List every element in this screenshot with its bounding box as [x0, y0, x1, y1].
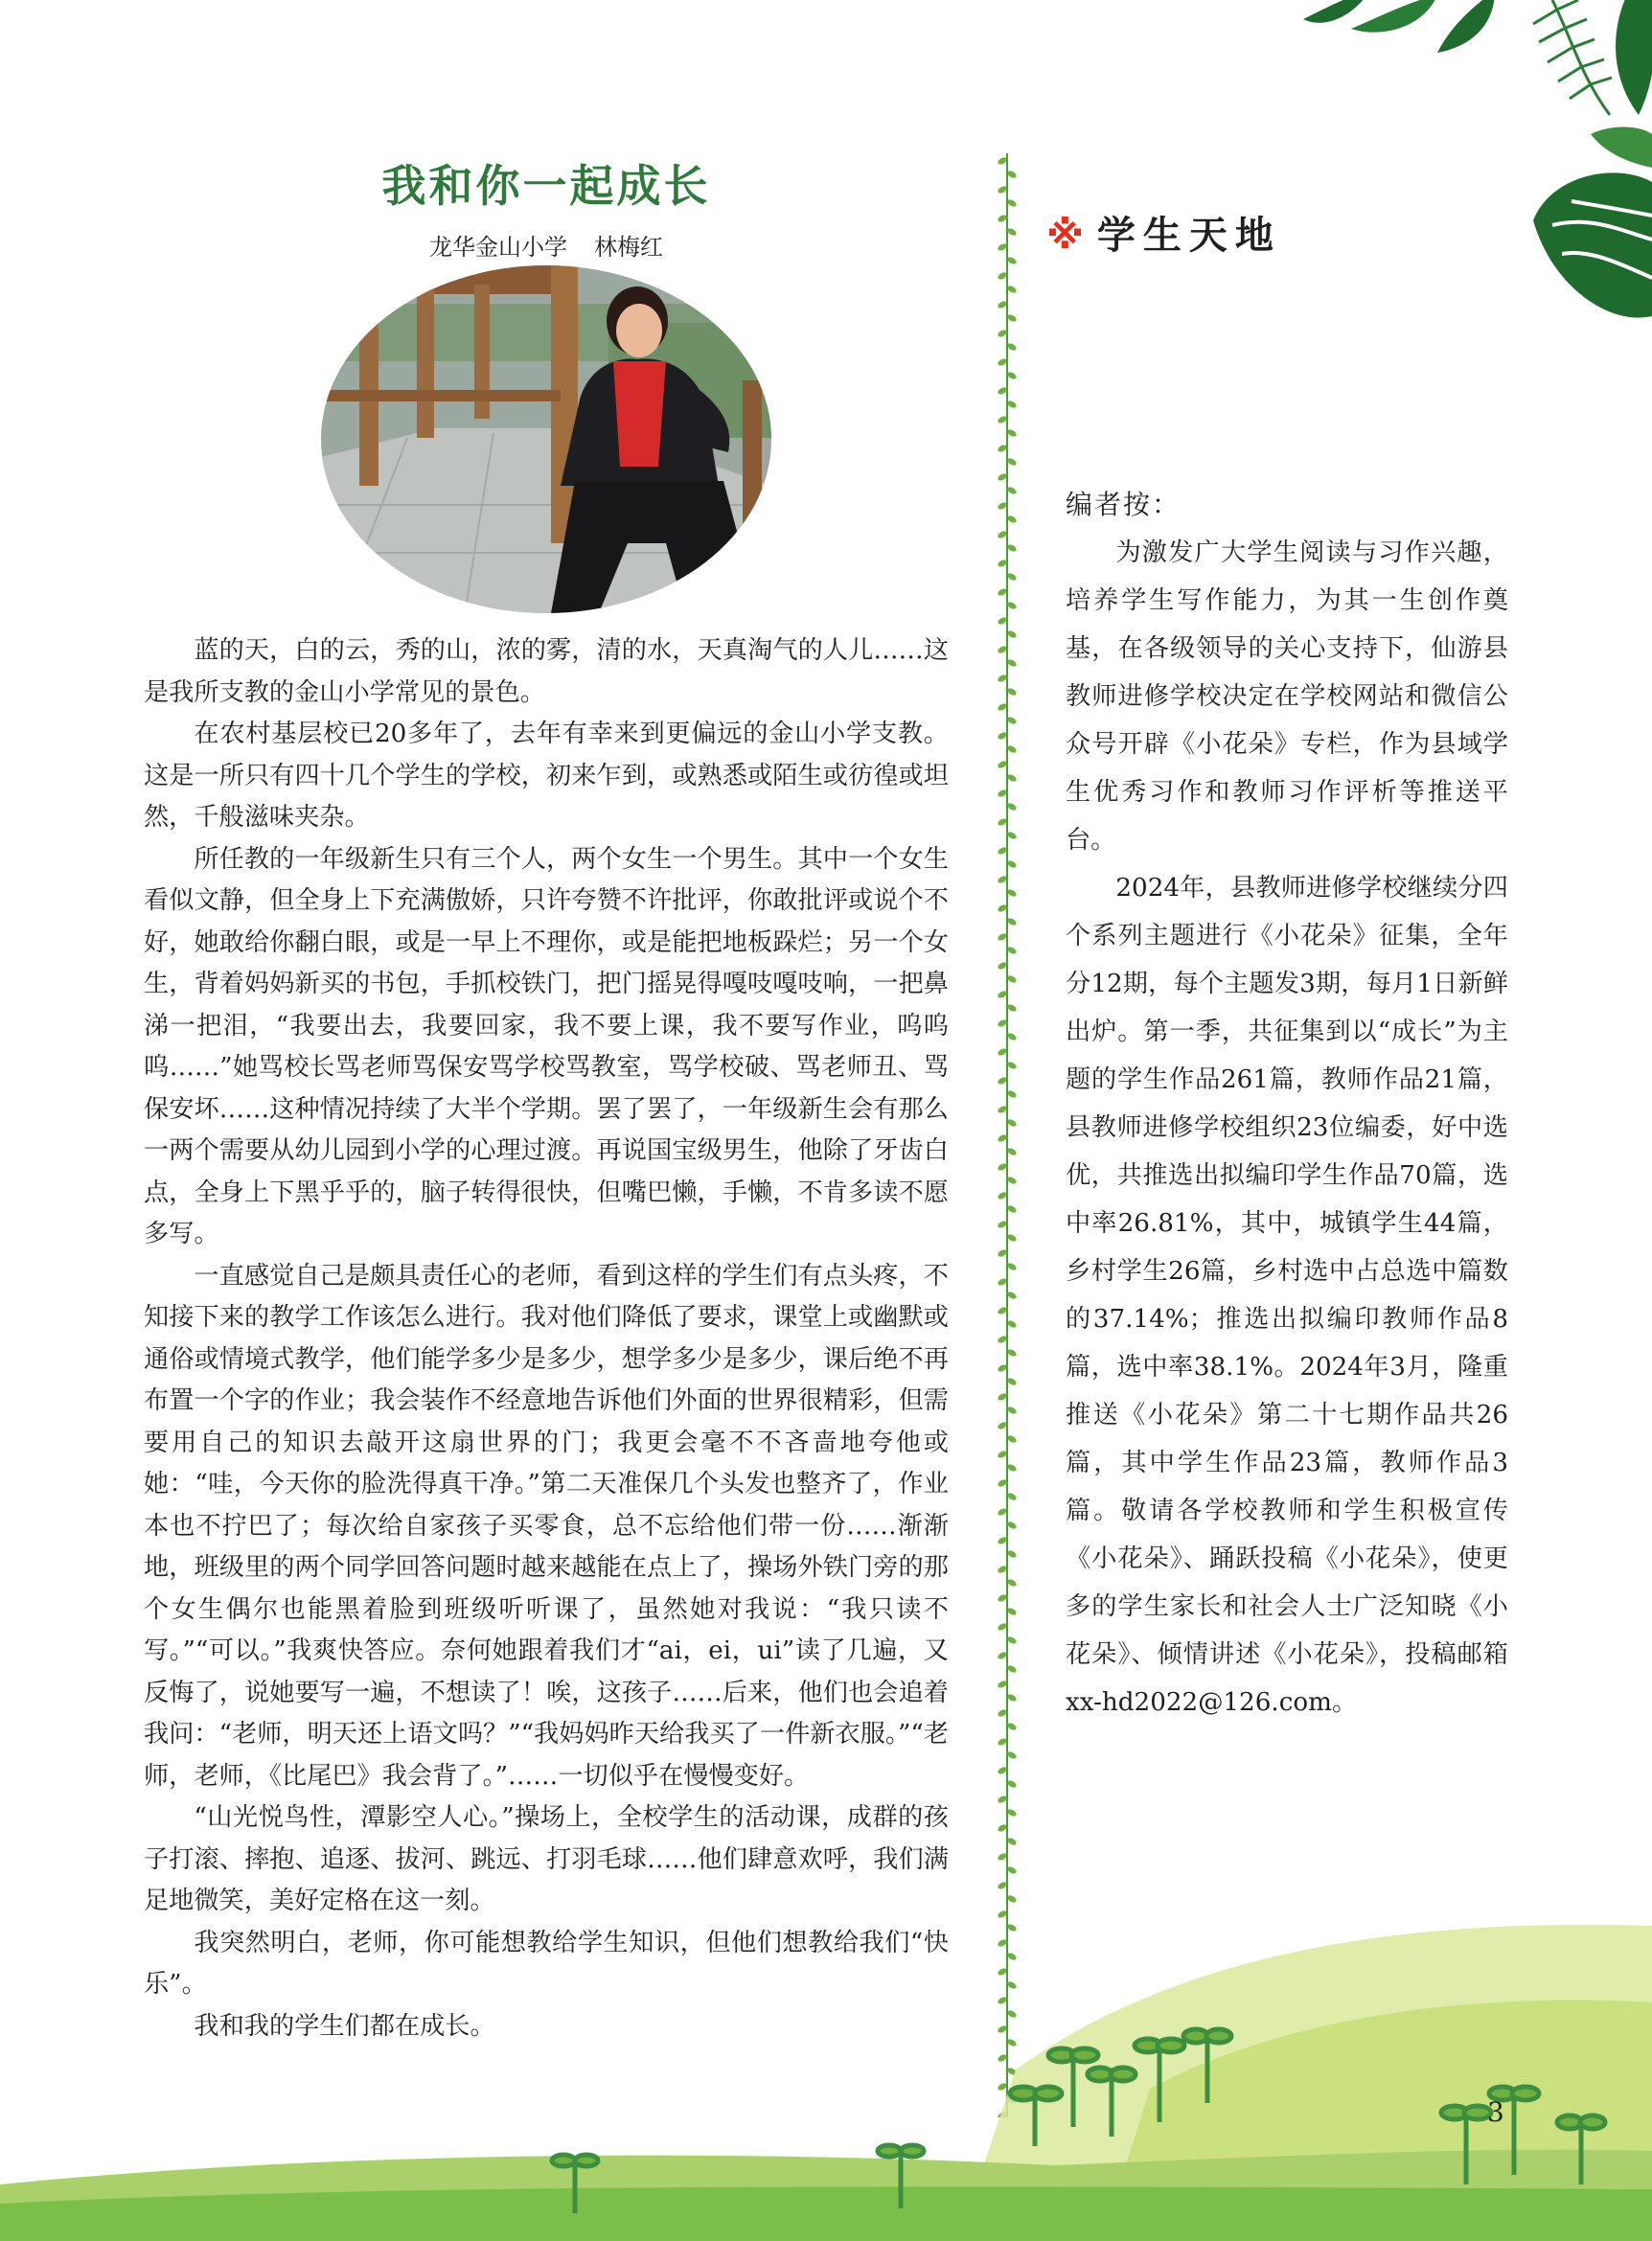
article-paragraph: 所任教的一年级新生只有三个人，两个女生一个男生。其中一个女生看似文静，但全身上下充满傲娇，只许夸赞不许批评，你敢批评或说个不好，她敢给你翻白眼，或是一早上不理你，或是能把地板跺烂；另一个女生，背着妈妈新买的书包，手抓校铁门，把门摇晃得嘎吱嘎吱响，一把鼻涕一把泪，“我要出去，我要回家，我不要上课，我不要写作业，呜呜呜……”她骂校长骂老师骂保安骂学校骂教室，骂学校破、骂老师丑、骂保安坏……这种情况持续了大半个学期。罢了罢了，一年级新生会有那么一两个需要从幼儿园到小学的心理过渡。再说国宝级男生，他除了牙齿白点，全身上下黑乎乎的，脑子转得很快，但嘴巴懒，手懒，不肯多读不愿多写。 — [144, 844, 949, 1248]
section-title: 学生天地 — [1096, 214, 1281, 258]
vine-divider — [997, 153, 1018, 2117]
article-paragraph: 在农村基层校已20多年了，去年有幸来到更偏远的金山小学支教。这是一所只有四十几个学生的学校，初来乍到，或熟悉或陌生或彷徨或坦然，千般滋味夹杂。 — [144, 720, 949, 832]
section-header — [1046, 205, 1391, 260]
author-name: 林梅红 — [594, 234, 663, 261]
leaf-icon — [1591, 127, 1652, 169]
monstera-leaf-icon — [1533, 172, 1652, 317]
article-paragraph: 一直感觉自己是颇具责任心的老师，看到这样的学生们有点头疼，不知接下来的教学工作该怎么进行。我对他们降低了要求，课堂上或幽默或通俗或情境式教学，他们能学多少是多少，想学多少是多少，课后绝不再布置一个字的作业；我会装作不经意地告诉他们外面的世界很精彩，但需要用自己的知识去敲开这扇世界的门；我更会毫不不吝啬地夸他或她：“哇，今天你的脸洗得真干净。”第二天准保几个头发也整齐了，作业本也不拧巴了；每次给自家孩子买零食，总不忘给他们带一份……渐渐地，班级里的两个同学回答问题时越来越能在点上了，操场外铁门旁的那个女生偶尔也能黑着脸到班级听听课了，虽然她对我说：“我只读不写。”“可以。”我爽快答应。奈何她跟着我们才“ai，ei，ui”读了几遍，又反悔了，说她要写一遍，不想读了！唉，这孩子……后来，他们也会追着我问：“老师，明天还上语文吗？”“我妈妈昨天给我买了一件新衣服。”“老师，老师，《比尾巴》我会背了。”……一切似乎在慢慢变好。 — [144, 1261, 949, 1791]
editor-note — [1066, 481, 1508, 1726]
palm-leaf-icon — [1303, 0, 1495, 53]
article-title: 我和你一起成长 — [381, 160, 711, 212]
article-paragraph: 我突然明白，老师，你可能想教给学生知识，但他们想教给我们“快乐”。 — [144, 1928, 949, 1999]
fern-leaf-icon — [1533, 0, 1612, 115]
reference-mark-icon: ※ — [1046, 214, 1091, 258]
author-school: 龙华金山小学 — [429, 234, 567, 261]
leaf-icon — [1616, 0, 1652, 115]
editor-note-label: 编者按： — [1066, 489, 1182, 520]
byline — [364, 228, 728, 262]
page-number: 3 — [1487, 2096, 1504, 2128]
article-body — [144, 630, 949, 2047]
article-paragraph: 蓝的天，白的云，秀的山，浓的雾，清的水，天真淘气的人儿……这是我所支教的金山小学常见的景色。 — [144, 636, 949, 707]
editor-note-paragraph: 为激发广大学生阅读与习作兴趣，培养学生写作能力，为其一生创作奠基，在各级领导的关心支持下，仙游县教师进修学校决定在学校网站和微信公众号开辟《小花朵》专栏，作为县域学生优秀习作和教师习作评析等推送平台。 — [1066, 538, 1508, 855]
editor-note-paragraph: 2024年，县教师进修学校继续分四个系列主题进行《小花朵》征集，全年分12期，每个主题发3期，每月1日新鲜出炉。第一季，共征集到以“成长”为主题的学生作品261篇，教师作品21篇，县教师进修学校组织23位编委，好中选优，共推选出拟编印学生作品70篇，选中率26.81%，其中，城镇学生44篇，乡村学生26篇，乡村选中占总选中篇数的37.14%；推选出拟编印教师作品8篇，选中率38.1%。2024年3月，隆重推送《小花朵》第二十七期作品共26篇，其中学生作品23篇，教师作品3篇。敬请各学校教师和学生积极宣传《小花朵》、踊跃投稿《小花朵》，使更多的学生家长和社会人士广泛知晓《小花朵》、倾情讲述《小花朵》，投稿邮箱xx-hd2022@126.com。 — [1066, 874, 1508, 1717]
article-paragraph: “山光悦鸟性，潭影空人心。”操场上，全校学生的活动课，成群的孩子打滚、摔抱、追逐、拔河、跳远、打羽毛球……他们肆意欢呼，我们满足地微笑，美好定格在这一刻。 — [144, 1803, 949, 1915]
leaf-decoration-top — [1207, 0, 1652, 345]
portrait-photo-icon — [321, 265, 771, 613]
article-paragraph: 我和我的学生们都在成长。 — [194, 2011, 495, 2041]
